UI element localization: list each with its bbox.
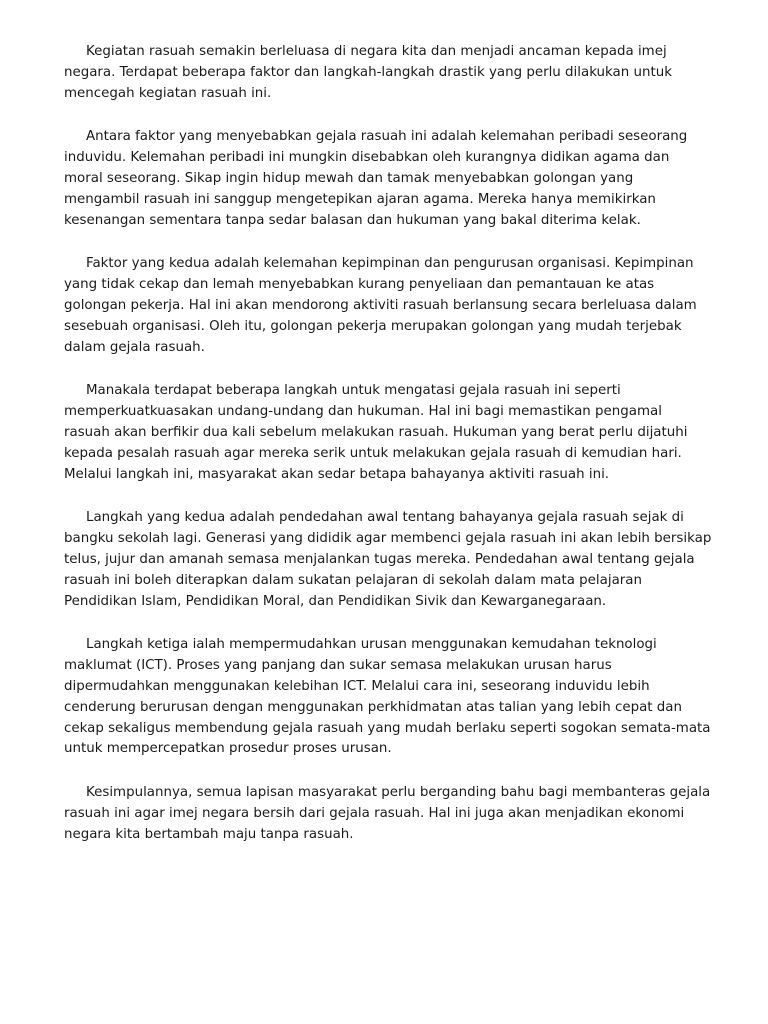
paragraph-step-two: Langkah yang kedua adalah pendedahan awal tentang bahayanya gejala rasuah sejak di bangku sekolah lagi. Generasi yang dididik agar membenci gejala rasuah ini akan lebih bersikap telus, jujur dan amanah semasa menjalankan tugas mereka. Pendedahan awal tentang gejala rasuah ini boleh diterapkan dalam sukatan pelajaran di sekolah dalam mata pelajaran Pendidikan Islam, Pendidikan Moral, dan Pendidikan Sivik dan Kewarganegaraan.: [64, 510, 712, 609]
paragraph-introduction: Kegiatan rasuah semakin berleluasa di negara kita dan menjadi ancaman kepada imej negara. Terdapat beberapa faktor dan langkah-langkah drastik yang perlu dilakukan untuk mencegah kegiatan rasuah ini.: [64, 44, 672, 101]
paragraph-step-one: Manakala terdapat beberapa langkah untuk mengatasi gejala rasuah ini seperti memperkuatkuasakan undang-undang dan hukuman. Hal ini bagi memastikan pengamal rasuah akan berfikir dua kali sebelum melakukan rasuah. Hukuman yang berat perlu dijatuhi kepada pesalah rasuah agar mereka serik untuk melakukan gejala rasuah di kemudian hari. Melalui langkah ini, masyarakat akan sedar betapa bahayanya aktiviti rasuah ini.: [64, 383, 688, 482]
paragraph-conclusion: Kesimpulannya, semua lapisan masyarakat perlu berganding bahu bagi membanteras gejala rasuah ini agar imej negara bersih dari gejala rasuah. Hal ini juga akan menjadikan ekonomi negara kita bertambah maju tanpa rasuah.: [64, 785, 711, 842]
paragraph-step-three: Langkah ketiga ialah mempermudahkan urusan menggunakan kemudahan teknologi maklumat (ICT). Proses yang panjang dan sukar semasa melakukan urusan harus dipermudahkan menggunakan kelebihan ICT. Melalui cara ini, seseorang induvidu lebih cenderung berurusan dengan menggunakan perkhidmatan atas talian yang lebih cepat dan cekap sekaligus membendung gejala rasuah yang mudah berlaku seperti sogokan semata-mata untuk mempercepatkan prosedur proses urusan.: [64, 637, 711, 757]
paragraph-factor-one: Antara faktor yang menyebabkan gejala rasuah ini adalah kelemahan peribadi seseorang induvidu. Kelemahan peribadi ini mungkin disebabkan oleh kurangnya didikan agama dan moral seseorang. Sikap ingin hidup mewah dan tamak menyebabkan golongan yang mengambil rasuah ini sanggup mengetepikan ajaran agama. Mereka hanya memikirkan kesenangan sementara tanpa sedar balasan dan hukuman yang bakal diterima kelak.: [64, 129, 688, 228]
document-body: [64, 42, 712, 868]
paragraph-factor-two: Faktor yang kedua adalah kelemahan kepimpinan dan pengurusan organisasi. Kepimpinan yang tidak cekap dan lemah menyebabkan kurang penyeliaan dan pemantauan ke atas golongan pekerja. Hal ini akan mendorong aktiviti rasuah berlansung secara berleluasa dalam sesebuah organisasi. Oleh itu, golongan pekerja merupakan golongan yang mudah terjebak dalam gejala rasuah.: [64, 256, 697, 355]
